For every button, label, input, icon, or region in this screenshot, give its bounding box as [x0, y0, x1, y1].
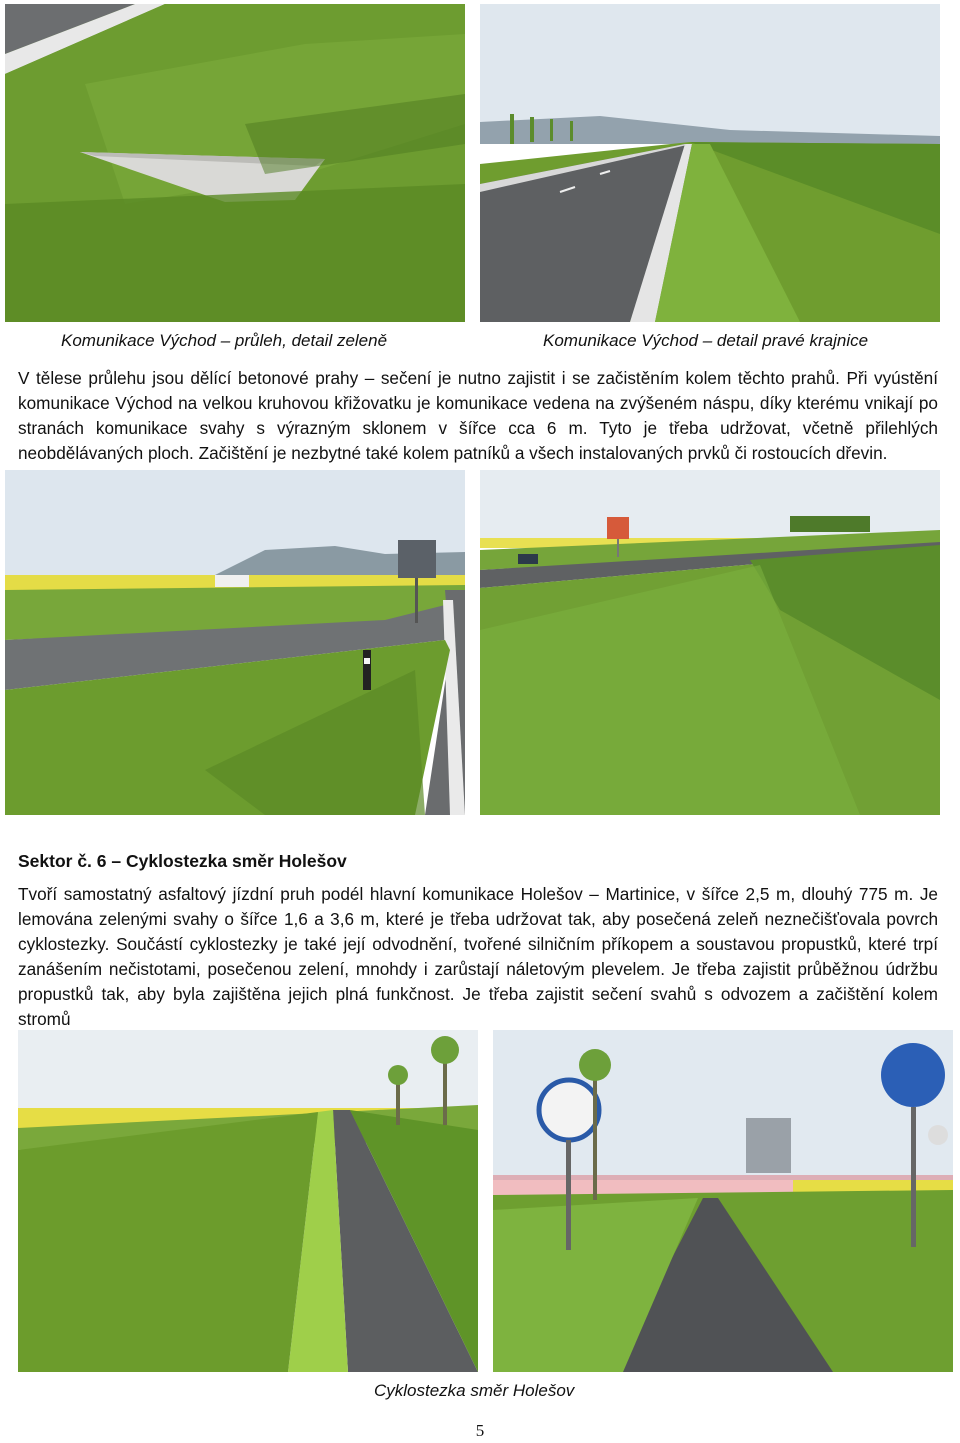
caption-road-shoulder: Komunikace Východ – detail pravé krajnice: [543, 331, 869, 350]
paragraph-komunikace-vychod: V tělese průlehu jsou dělící betonové prahy – sečení je nutno zajistit i se začistěním kolem těchto prahů. Při vyústění komunikace Východ na velkou kruhovou křižovatku je komunikace vedena na zvýšeném náspu, díky kterému vnikají po stranách komunikace svahy s výrazným sklonem v šířce cca 6 m. Tyto je třeba udržovat, včetně přilehlých neobdělávaných ploch. Začištění je nezbytné také kolem patníků a všech instalovaných prvků či rostoucích dřevin.: [18, 368, 938, 463]
caption-swale-detail: Komunikace Východ – průleh, detail zeleně: [61, 331, 388, 350]
photo-cyclepath-junction: [5, 470, 465, 815]
photo-cyclepath-signs: [493, 1030, 953, 1372]
page-number: 5: [475, 1421, 485, 1440]
photo-cyclepath-verges: [18, 1030, 478, 1372]
photo-road-shoulder: [480, 4, 940, 322]
caption-cyclepath: Cyklostezka směr Holešov: [374, 1381, 575, 1400]
photo-swale-detail: [5, 4, 465, 322]
paragraph-cyklostezka: Tvoří samostatný asfaltový jízdní pruh podél hlavní komunikace Holešov – Martinice, v šířce 2,5 m, dlouhý 775 m. Je lemována zelenými svahy o šířce 1,6 a 3,6 m, které je třeba udržovat tak, aby posečená zeleň neznečišťovala povrch cyklostezky. Součástí cyklostezky je také její odvodnění, tvořené silničním příkopem a soustavou propustků, které trpí zanášením nečistotami, posečenou zelení, mnohdy i zarůstají náletovým plevelem. Je třeba zajistit průběžnou údržbu propustků tak, aby byla zajištěna jejich plná funkčnost. Je třeba zajistit sečení svahů s odvozem a začištění kolem stromů: [18, 884, 938, 1029]
sector-6-heading: Sektor č. 6 – Cyklostezka směr Holešov: [18, 851, 347, 871]
photo-embankment-slope: [480, 470, 940, 815]
